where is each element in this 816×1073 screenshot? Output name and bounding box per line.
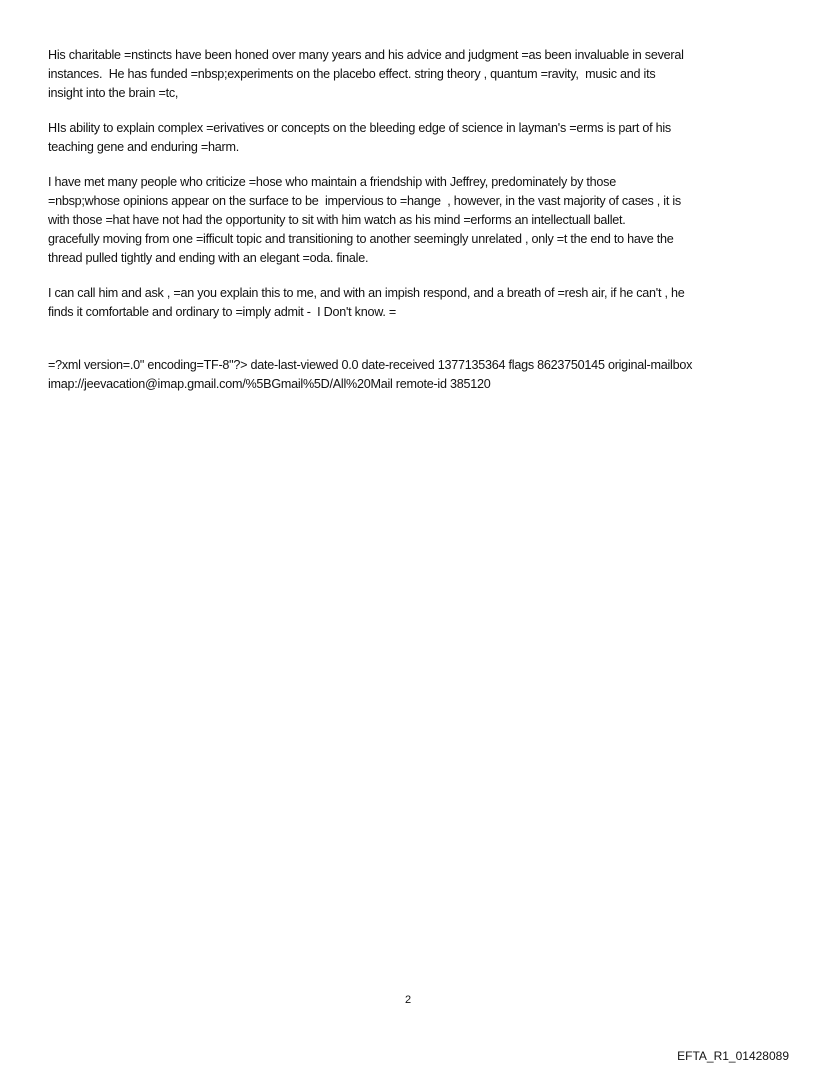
paragraph-call-him [48, 284, 788, 322]
document-id-footer: EFTA_R1_01428089 [677, 1049, 789, 1063]
paragraph-ability [48, 119, 788, 157]
paragraph-charitable [48, 46, 788, 103]
metadata-line: imap://jeevacation@imap.gmail.com/%5BGmail%5D/All%20Mail remote-id 385120 [48, 377, 491, 391]
document-body [48, 46, 788, 410]
text-line: =nbsp;whose opinions appear on the surface to be impervious to =hange , however, in the vast majority of cases , it is [48, 194, 681, 208]
text-line: insight into the brain =tc, [48, 86, 179, 100]
text-line: teaching gene and enduring =harm. [48, 140, 239, 154]
text-line: with those =hat have not had the opportunity to sit with him watch as his mind =erforms an intellectuall ballet. [48, 213, 626, 227]
page-number: 2 [404, 994, 412, 1006]
text-line: I have met many people who criticize =hose who maintain a friendship with Jeffrey, predominately by those [48, 175, 616, 189]
text-line: His charitable =nstincts have been honed over many years and his advice and judgment =as been invaluable in several [48, 48, 684, 62]
text-line: finds it comfortable and ordinary to =imply admit - I Don't know. = [48, 305, 396, 319]
text-line: gracefully moving from one =ifficult topic and transitioning to another seemingly unrelated , only =t the end to have the [48, 232, 674, 246]
email-metadata [48, 356, 788, 394]
metadata-line: =?xml version=.0" encoding=TF-8"?> date-last-viewed 0.0 date-received 1377135364 flags 8623750145 original-mailbox [48, 358, 693, 372]
text-line: HIs ability to explain complex =erivatives or concepts on the bleeding edge of science in layman's =erms is part of his [48, 121, 671, 135]
text-line: thread pulled tightly and ending with an elegant =oda. finale. [48, 251, 369, 265]
paragraph-criticize [48, 173, 788, 268]
text-line: instances. He has funded =nbsp;experiments on the placebo effect. string theory , quantum =ravity, music and its [48, 67, 656, 81]
text-line: I can call him and ask , =an you explain this to me, and with an impish respond, and a breath of =resh air, if he can't , he [48, 286, 685, 300]
